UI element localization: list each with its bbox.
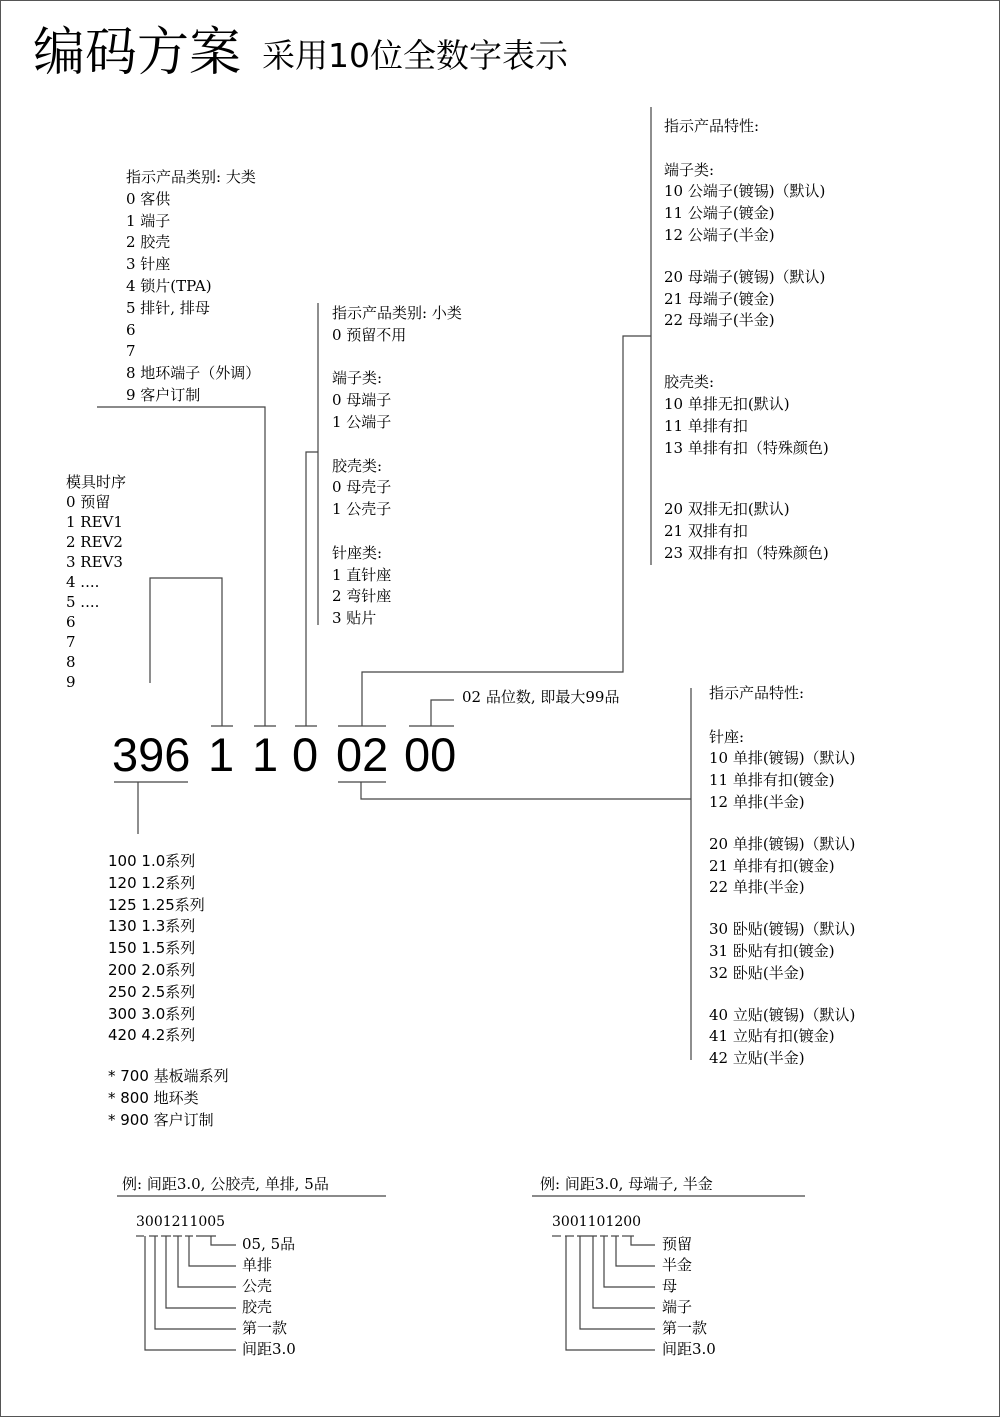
list-item: 7: [126, 342, 136, 361]
list-item: 3 贴片: [332, 609, 377, 628]
group-heading: 胶壳类:: [332, 456, 383, 475]
list-item: 10 公端子(镀锡)（默认): [664, 182, 826, 201]
feature-top-block: [664, 116, 829, 565]
list-item: 0 预留: [66, 493, 111, 511]
list-item: 4 ....: [66, 573, 100, 591]
list-item: 8: [66, 653, 76, 671]
list-item: 8 地环端子（外调）: [126, 364, 261, 383]
example-label: 单排: [242, 1256, 273, 1274]
code-seg-series: 396: [112, 728, 191, 781]
feature-bottom-block: [709, 683, 855, 1070]
group-heading: 胶壳类:: [664, 373, 715, 392]
example2-code: 3001101200: [552, 1214, 642, 1230]
feature-bottom-connector: [361, 782, 691, 799]
example-label: 公壳: [242, 1277, 273, 1295]
list-item: 0 客供: [126, 189, 171, 208]
list-item: 3 针座: [126, 255, 171, 274]
list-item: 100 1.0系列: [108, 852, 196, 870]
code-seg-count: 00: [404, 728, 457, 781]
list-item: 420 4.2系列: [108, 1026, 196, 1045]
list-item: 11 单排有扣: [664, 416, 748, 435]
minor-connector: [306, 452, 318, 726]
list-item: 0 母壳子: [332, 478, 392, 497]
list-item: 1 公端子: [332, 412, 392, 431]
list-item: 42 立贴(半金): [709, 1049, 805, 1068]
feature-bottom-heading: 指示产品特性:: [709, 684, 805, 702]
mold-connector: [150, 578, 222, 726]
example-label: 间距3.0: [662, 1340, 716, 1358]
list-item: 21 母端子(镀金): [664, 289, 775, 308]
mold-sequence-block: [66, 472, 126, 692]
list-item: 6: [126, 320, 136, 339]
list-item: 11 公端子(镀金): [664, 204, 775, 223]
example-label: 05, 5品: [242, 1235, 296, 1253]
example-label: 第一款: [662, 1319, 708, 1337]
group-heading: 针座类:: [332, 543, 383, 562]
list-item: 1 REV1: [66, 513, 123, 531]
list-item: 41 立贴有扣(镀金): [709, 1027, 835, 1046]
list-item: 4 锁片(TPA): [126, 276, 212, 295]
list-item: 0 预留不用: [332, 325, 407, 344]
list-item: 5 ....: [66, 593, 100, 611]
example-label: 半金: [662, 1256, 693, 1274]
list-item: 1 公壳子: [332, 500, 392, 519]
example2-labels: [662, 1234, 716, 1360]
count-note: 02 品位数, 即最大99品: [462, 688, 620, 706]
list-item: 30 卧贴(镀锡)（默认): [709, 920, 856, 939]
mold-sequence-heading: 模具时序: [66, 473, 127, 491]
list-item: 21 单排有扣(镀金): [709, 856, 835, 875]
list-item: 11 单排有扣(镀金): [709, 771, 835, 790]
series-note: * 900 客户订制: [108, 1110, 214, 1129]
list-item: 3 REV3: [66, 553, 123, 571]
list-item: 22 单排(半金): [709, 878, 805, 897]
minor-category-block: [332, 303, 462, 630]
list-item: 130 1.3系列: [108, 917, 196, 936]
list-item: 20 单排(镀锡)（默认): [709, 834, 856, 853]
list-item: 31 卧贴有扣(镀金): [709, 941, 835, 960]
list-item: 2 弯针座: [332, 587, 392, 606]
major-category-block: [126, 167, 260, 407]
list-item: 2 REV2: [66, 533, 123, 551]
list-item: 12 单排(半金): [709, 792, 805, 811]
major-category-heading: 指示产品类别: 大类: [126, 168, 256, 186]
list-item: 20 双排无扣(默认): [664, 500, 790, 519]
series-note: * 700 基板端系列: [108, 1067, 229, 1086]
example-label: 间距3.0: [242, 1340, 296, 1358]
group-heading: 端子类:: [664, 160, 715, 179]
series-block: [108, 851, 229, 1132]
list-item: 9 客户订制: [126, 385, 201, 404]
list-item: 1 端子: [126, 211, 171, 230]
list-item: 120 1.2系列: [108, 873, 196, 892]
group-heading: 针座:: [709, 727, 745, 746]
list-item: 0 母端子: [332, 391, 392, 410]
example1-labels: [242, 1234, 296, 1360]
list-item: 32 卧贴(半金): [709, 963, 805, 982]
list-item: 6: [66, 613, 76, 631]
example-label: 第一款: [242, 1319, 288, 1337]
list-item: 7: [66, 633, 76, 651]
list-item: 21 双排有扣: [664, 522, 748, 541]
list-item: 12 公端子(半金): [664, 225, 775, 244]
code-seg-feature: 02: [336, 728, 389, 781]
list-item: 10 单排(镀锡)（默认): [709, 749, 856, 768]
page-title: 编码方案: [33, 23, 242, 83]
list-item: 5 排针, 排母: [126, 298, 210, 317]
code-seg-major: 1: [252, 728, 279, 781]
example1-title: 例: 间距3.0, 公胶壳, 单排, 5品: [122, 1175, 329, 1193]
list-item: 10 单排无扣(默认): [664, 394, 790, 413]
list-item: 300 3.0系列: [108, 1004, 196, 1023]
list-item: 1 直针座: [332, 565, 392, 584]
list-item: 2 胶壳: [126, 233, 171, 252]
example-label: 端子: [662, 1298, 693, 1316]
code-seg-mold: 1: [208, 728, 235, 781]
list-item: 150 1.5系列: [108, 939, 196, 958]
example1-code: 3001211005: [136, 1214, 226, 1230]
example-label: 胶壳: [242, 1298, 273, 1316]
list-item: 200 2.0系列: [108, 960, 196, 979]
code-seg-minor: 0: [292, 728, 319, 781]
count-connector: [431, 700, 454, 726]
list-item: 125 1.25系列: [108, 895, 205, 914]
list-item: 13 单排有扣（特殊颜色): [664, 438, 829, 457]
minor-category-heading: 指示产品类别: 小类: [332, 304, 462, 322]
series-note: * 800 地环类: [108, 1088, 199, 1107]
list-item: 20 母端子(镀锡)（默认): [664, 267, 826, 286]
feature-top-heading: 指示产品特性:: [664, 117, 760, 135]
example2-title: 例: 间距3.0, 母端子, 半金: [540, 1175, 713, 1193]
page-subtitle: 采用10位全数字表示: [262, 36, 568, 75]
list-item: 250 2.5系列: [108, 982, 196, 1001]
list-item: 40 立贴(镀锡)（默认): [709, 1005, 856, 1024]
group-heading: 端子类:: [332, 369, 383, 388]
list-item: 23 双排有扣（特殊颜色): [664, 543, 829, 562]
list-item: 9: [66, 673, 76, 691]
list-item: 22 母端子(半金): [664, 311, 775, 330]
example-label: 母: [662, 1277, 678, 1295]
example-label: 预留: [662, 1235, 693, 1253]
